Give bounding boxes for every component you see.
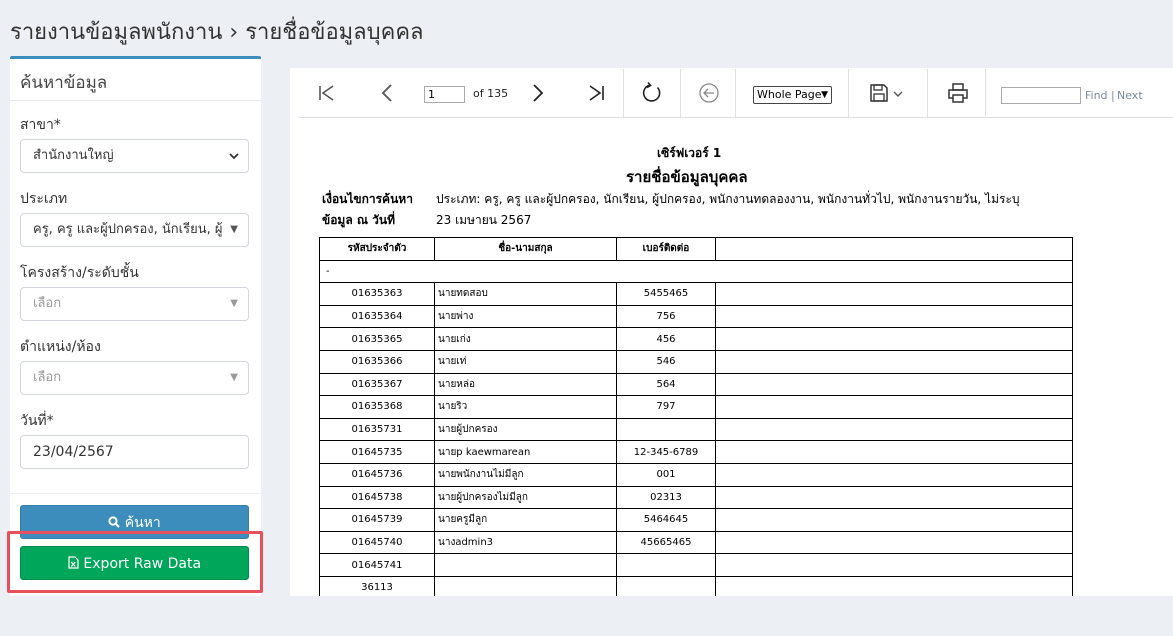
cell-name: นายพนักงานไม่มีลูก bbox=[435, 463, 617, 486]
cell-name: นางadmin3 bbox=[435, 531, 617, 554]
cell-empty bbox=[716, 509, 1073, 532]
report-server: เซิร์ฟเวอร์ 1 bbox=[657, 146, 722, 160]
toolbar-divider bbox=[623, 69, 624, 118]
cell-empty bbox=[716, 576, 1073, 596]
caret-down-icon: ▼ bbox=[230, 372, 238, 383]
branch-label: สาขา* bbox=[20, 117, 61, 133]
report-condition-value: ประเภท: ครู, ครู และผู้ปกครอง, นักเรียน, ผู้ปกครอง, พนักงานทดลองงาน, พนักงานทั่วไป, พนักงานรายวัน, ไม่ระบุ bbox=[436, 192, 1020, 206]
column-header: ชื่อ-นามสกุล bbox=[435, 238, 617, 261]
zoom-select-value: Whole Page bbox=[757, 88, 822, 101]
table-row bbox=[320, 283, 1073, 306]
cell-id: 01635364 bbox=[320, 305, 435, 328]
cell-id: 01635367 bbox=[320, 373, 435, 396]
report-date-value: 23 เมษายน 2567 bbox=[436, 213, 532, 227]
table-row bbox=[320, 509, 1073, 532]
zoom-select[interactable] bbox=[753, 86, 832, 104]
structure-label: โครงสร้าง/ระดับชั้น bbox=[20, 265, 139, 281]
cell-id: 01645735 bbox=[320, 441, 435, 464]
cell-id: 01635365 bbox=[320, 328, 435, 351]
cell-id: 36113 bbox=[320, 576, 435, 596]
toolbar-divider bbox=[735, 69, 736, 118]
cell-empty bbox=[716, 554, 1073, 577]
cell-phone: 12-345-6789 bbox=[617, 441, 716, 464]
page-title: รายงานข้อมูลพนักงาน › รายชื่อข้อมูลบุคคล bbox=[10, 20, 424, 45]
table-row bbox=[320, 554, 1073, 577]
cell-phone bbox=[617, 576, 716, 596]
search-icon bbox=[108, 516, 120, 528]
search-panel-header: ค้นหาข้อมูล bbox=[10, 59, 261, 101]
cell-phone: 001 bbox=[617, 463, 716, 486]
report-table bbox=[319, 237, 1073, 596]
cell-name: นายp kaewmarean bbox=[435, 441, 617, 464]
caret-down-icon: ▼ bbox=[230, 224, 238, 235]
first-page-icon[interactable] bbox=[315, 81, 339, 105]
position-select[interactable] bbox=[20, 361, 249, 395]
table-row bbox=[320, 531, 1073, 554]
find-divider: | bbox=[1111, 89, 1115, 102]
next-page-icon[interactable] bbox=[525, 81, 549, 105]
branch-select-value: สำนักงานใหญ่ bbox=[33, 148, 114, 163]
table-row bbox=[320, 463, 1073, 486]
cell-empty bbox=[716, 328, 1073, 351]
type-select[interactable] bbox=[20, 213, 249, 247]
column-header: รหัสประจำตัว bbox=[320, 238, 435, 261]
search-panel bbox=[10, 56, 261, 596]
toolbar-divider bbox=[848, 69, 849, 118]
position-label: ตำแหน่ง/ห้อง bbox=[20, 339, 101, 355]
cell-id: 01635368 bbox=[320, 396, 435, 419]
cell-empty bbox=[716, 373, 1073, 396]
cell-id: 01635366 bbox=[320, 350, 435, 373]
cell-id: 01645738 bbox=[320, 486, 435, 509]
find-input[interactable] bbox=[1001, 87, 1081, 104]
cell-phone bbox=[617, 418, 716, 441]
table-row bbox=[320, 576, 1073, 596]
structure-select[interactable] bbox=[20, 287, 249, 321]
cell-empty bbox=[716, 463, 1073, 486]
cell-empty bbox=[716, 305, 1073, 328]
cell-phone: 45665465 bbox=[617, 531, 716, 554]
cell-empty bbox=[716, 531, 1073, 554]
cell-name bbox=[435, 576, 617, 596]
branch-select[interactable] bbox=[20, 139, 249, 173]
cell-id: 01645740 bbox=[320, 531, 435, 554]
group-row bbox=[320, 260, 1073, 283]
table-row bbox=[320, 350, 1073, 373]
cell-name: นายเท่ bbox=[435, 350, 617, 373]
back-icon[interactable] bbox=[697, 81, 721, 105]
table-row bbox=[320, 441, 1073, 464]
cell-empty bbox=[716, 486, 1073, 509]
cell-phone: 546 bbox=[617, 350, 716, 373]
export-button-label: Export Raw Data bbox=[83, 556, 202, 572]
report-date-label: ข้อมูล ณ วันที่ bbox=[322, 213, 396, 227]
cell-name: นายทดสอบ bbox=[435, 283, 617, 306]
last-page-icon[interactable] bbox=[584, 81, 608, 105]
caret-down-icon: ▼ bbox=[230, 298, 238, 309]
toolbar-divider bbox=[927, 69, 928, 118]
column-header-empty bbox=[716, 238, 1073, 261]
cell-name: นายหล่อ bbox=[435, 373, 617, 396]
table-row bbox=[320, 418, 1073, 441]
structure-select-placeholder: เลือก bbox=[33, 296, 62, 311]
date-label: วันที่* bbox=[20, 413, 54, 429]
table-row bbox=[320, 305, 1073, 328]
page-count: of 135 bbox=[473, 87, 509, 100]
cell-name: นายเก่ง bbox=[435, 328, 617, 351]
page-number-input[interactable]: 1 bbox=[424, 86, 465, 103]
type-label: ประเภท bbox=[20, 191, 68, 207]
cell-empty bbox=[716, 350, 1073, 373]
cell-empty bbox=[716, 396, 1073, 419]
cell-name: นายผู้ปกครอง bbox=[435, 418, 617, 441]
report-condition-label: เงื่อนไขการค้นหา bbox=[322, 192, 413, 206]
table-row bbox=[320, 373, 1073, 396]
cell-name: นายผู้ปกครองไม่มีลูก bbox=[435, 486, 617, 509]
print-icon[interactable] bbox=[946, 81, 970, 105]
position-select-placeholder: เลือก bbox=[33, 370, 62, 385]
chevron-down-icon: ▼ bbox=[821, 90, 828, 100]
group-row-label: - bbox=[320, 260, 1073, 283]
search-button[interactable] bbox=[20, 505, 249, 539]
table-row bbox=[320, 328, 1073, 351]
viewer-top-strip bbox=[290, 56, 1173, 68]
cell-id: 01645741 bbox=[320, 554, 435, 577]
next-link[interactable]: Next bbox=[1117, 89, 1143, 102]
table-row bbox=[320, 486, 1073, 509]
cell-empty bbox=[716, 441, 1073, 464]
export-save-icon[interactable] bbox=[867, 81, 907, 105]
cell-phone: 456 bbox=[617, 328, 716, 351]
chevron-down-icon bbox=[228, 141, 240, 171]
cell-phone bbox=[617, 554, 716, 577]
cell-id: 01645739 bbox=[320, 509, 435, 532]
type-select-value: ครู, ครู และผู้ปกครอง, นักเรียน, ผู้ bbox=[33, 222, 223, 237]
excel-file-icon bbox=[68, 556, 79, 569]
cell-phone: 5455465 bbox=[617, 283, 716, 306]
cell-id: 01645736 bbox=[320, 463, 435, 486]
cell-phone: 5464645 bbox=[617, 509, 716, 532]
cell-name: นายครูมีลูก bbox=[435, 509, 617, 532]
export-raw-data-button[interactable] bbox=[20, 546, 249, 580]
cell-empty bbox=[716, 283, 1073, 306]
refresh-icon[interactable] bbox=[640, 81, 664, 105]
previous-page-icon[interactable] bbox=[376, 81, 400, 105]
report-page bbox=[299, 118, 1173, 596]
cell-empty bbox=[716, 418, 1073, 441]
cell-phone: 02313 bbox=[617, 486, 716, 509]
cell-name bbox=[435, 554, 617, 577]
toolbar-divider bbox=[680, 69, 681, 118]
column-header: เบอร์ติดต่อ bbox=[617, 238, 716, 261]
panel-divider bbox=[10, 493, 261, 494]
cell-id: 01635731 bbox=[320, 418, 435, 441]
cell-phone: 756 bbox=[617, 305, 716, 328]
cell-name: นายริว bbox=[435, 396, 617, 419]
toolbar-divider bbox=[985, 69, 986, 118]
find-link[interactable]: Find bbox=[1085, 89, 1108, 102]
table-header-row bbox=[320, 238, 1073, 261]
report-viewer bbox=[290, 56, 1173, 596]
cell-id: 01635363 bbox=[320, 283, 435, 306]
cell-phone: 797 bbox=[617, 396, 716, 419]
cell-name: นายพ่าง bbox=[435, 305, 617, 328]
search-button-label: ค้นหา bbox=[124, 515, 161, 531]
date-input[interactable]: 23/04/2567 bbox=[20, 435, 249, 469]
report-title: รายชื่อข้อมูลบุคคล bbox=[626, 168, 748, 186]
table-row bbox=[320, 396, 1073, 419]
report-toolbar bbox=[299, 69, 1173, 118]
cell-phone: 564 bbox=[617, 373, 716, 396]
